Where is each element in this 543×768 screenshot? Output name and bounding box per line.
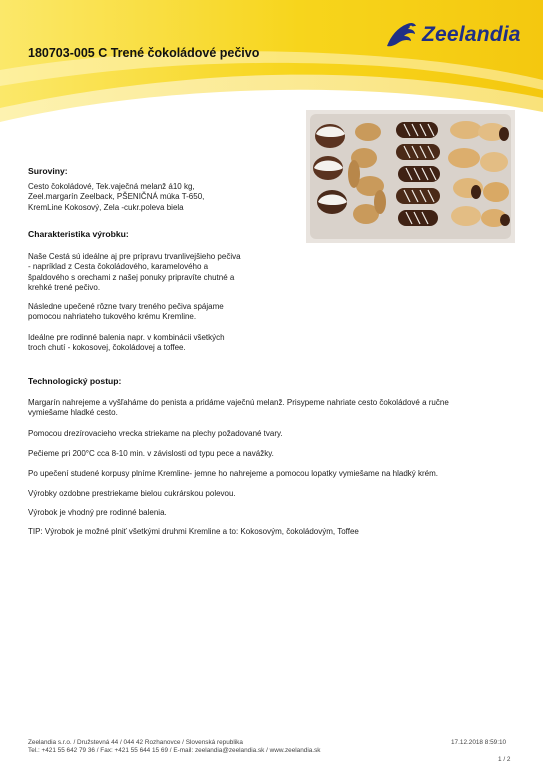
procedure-step-1: Margarín nahrejeme a vyšľaháme do penista a pridáme vaječnú melanž. Prisypeme nahriate cesto čokoládové a ručne vymiešame hladké cesto.: [28, 398, 449, 418]
brand-name: Zeelandia: [422, 23, 521, 46]
characteristics-paragraph-1: Naše Cestá sú ideálne aj pre prípravu trvanlivejšieho pečiva - napríklad z Cesta čokoládového, karamelového a špaldového s orechami z našej ponuky pripravíte chutné a krehké trené pečivo.: [28, 252, 241, 293]
footer-company-info: Zeelandia s.r.o. / Družstevná 44 / 044 42 Rozhanovce / Slovenská republika Tel.: +421 55 642 79 36 / Fax: +421 55 644 15 69 / E-mail: zeelandia@zeelandia.sk / www.zeelandia.sk: [28, 739, 321, 755]
procedure-step-5: Výrobky ozdobne prestriekame bielou cukrárskou polevou.: [28, 489, 236, 498]
document-title: 180703-005 C Trené čokoládové pečivo: [28, 46, 260, 60]
procedure-step-2: Pomocou drezírovacieho vrecka striekame na plechy požadované tvary.: [28, 429, 283, 438]
procedure-step-3: Pečieme pri 200°C cca 8-10 min. v závislosti od typu pece a navážky.: [28, 449, 274, 458]
procedure-step-6: Výrobok je vhodný pre rodinné balenia.: [28, 508, 167, 517]
zeelandia-lion-icon: [383, 18, 419, 52]
characteristics-heading: Charakteristika výrobku:: [28, 229, 129, 239]
procedure-heading: Technologický postup:: [28, 376, 122, 386]
footer-page-number: 1 / 2: [498, 756, 511, 763]
procedure-step-4: Po upečení studené korpusy plníme Kremline- jemne ho nahrejeme a pomocou lopatky vymiešame na hladký krém.: [28, 469, 438, 478]
footer-datetime: 17.12.2018 8:59:10: [451, 739, 507, 746]
characteristics-paragraph-2: Následne upečené rôzne tvary treného pečiva spájame pomocou nahriateho tukového krému Kremline.: [28, 302, 224, 322]
pastry-photo: [306, 110, 515, 243]
characteristics-paragraph-3: Ideálne pre rodinné balenia napr. v kombinácii všetkých troch chutí - kokosovej, čokoládovej a toffee.: [28, 333, 225, 353]
procedure-tip: TIP: Výrobok je možné plniť všetkými druhmi Kremline a to: Kokosovým, čokoládovým, Toffee: [28, 527, 359, 536]
ingredients-text: Cesto čokoládové, Tek.vaječná melanž á10 kg, Zeel.margarín Zeelback, PŠENIČNÁ múka T-650, KremLine Kokosový, Zela -cukr.poleva biela: [28, 182, 205, 212]
ingredients-heading: Suroviny:: [28, 166, 68, 176]
brand-logo: [383, 18, 521, 52]
